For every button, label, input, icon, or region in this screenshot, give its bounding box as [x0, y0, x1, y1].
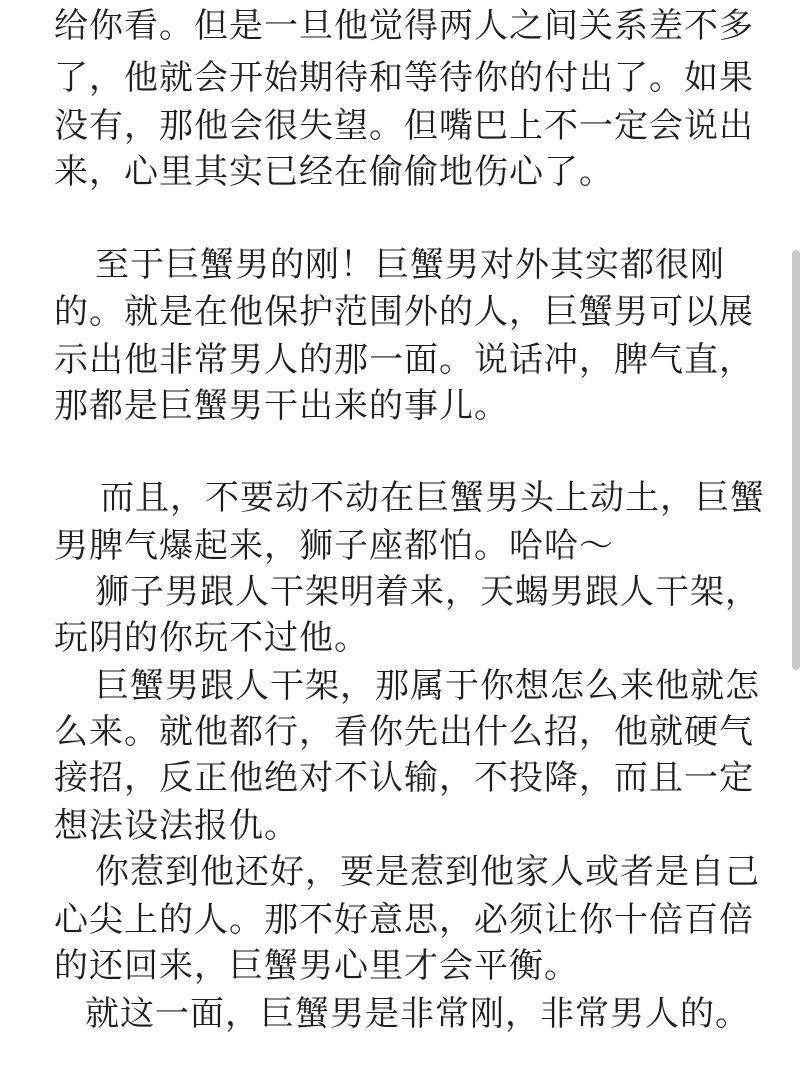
paragraph-line: 没有，那他会很失望。但嘴巴上不一定会说出 — [54, 106, 754, 146]
paragraph-line: 狮子男跟人干架明着来，天蝎男跟人干架， — [95, 572, 760, 612]
paragraph-line: 那都是巨蟹男干出来的事儿。 — [54, 386, 509, 426]
vertical-scrollbar[interactable] — [792, 250, 800, 670]
paragraph-line: 玩阴的你玩不过他。 — [54, 618, 369, 658]
paragraph-line: 给你看。但是一旦他觉得两人之间关系差不多 — [54, 6, 754, 46]
paragraph-line: 么来。就他都行，看你先出什么招，他就硬气 — [54, 712, 754, 752]
paragraph-line: 来，心里其实已经在偷偷地伤心了。 — [54, 152, 614, 192]
paragraph-line: 你惹到他还好，要是惹到他家人或者是自己 — [95, 852, 760, 892]
paragraph-line: 接招，反正他绝对不认输，不投降，而且一定 — [54, 758, 754, 798]
paragraph-line: 示出他非常男人的那一面。说话冲，脾气直， — [54, 340, 754, 380]
paragraph-line: 巨蟹男跟人干架，那属于你想怎么来他就怎 — [95, 666, 760, 706]
paragraph-line: 而且，不要动不动在巨蟹男头上动土，巨蟹 — [100, 478, 765, 518]
paragraph-line: 的。就是在他保护范围外的人，巨蟹男可以展 — [54, 292, 754, 332]
paragraph-line: 想法设法报仇。 — [54, 806, 299, 846]
paragraph-line: 了，他就会开始期待和等待你的付出了。如果 — [54, 58, 754, 98]
paragraph-line: 的还回来，巨蟹男心里才会平衡。 — [54, 946, 579, 986]
paragraph-line: 男脾气爆起来，狮子座都怕。哈哈～ — [54, 526, 614, 566]
paragraph-line: 就这一面，巨蟹男是非常刚，非常男人的。 — [85, 994, 750, 1034]
paragraph-line: 至于巨蟹男的刚！巨蟹男对外其实都很刚 — [95, 245, 725, 285]
paragraph-line: 心尖上的人。那不好意思，必须让你十倍百倍 — [54, 900, 754, 940]
